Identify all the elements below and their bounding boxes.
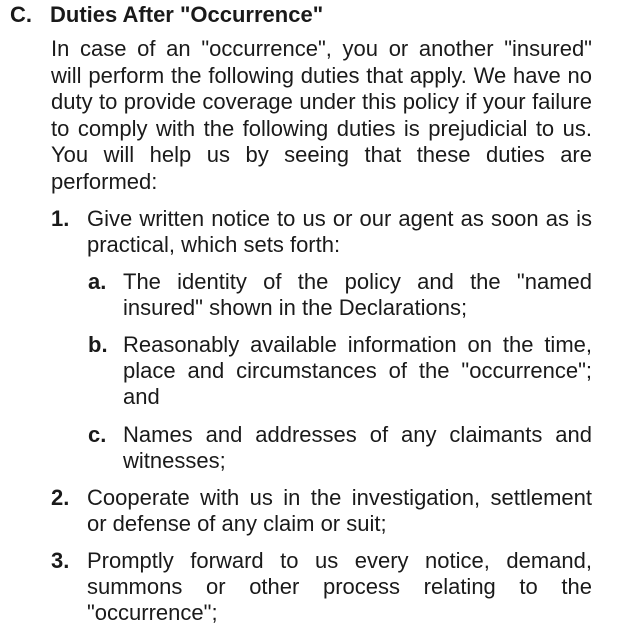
duty-item-1 — [51, 206, 592, 258]
item-number: 2. — [51, 485, 70, 510]
duty-subitem-c — [88, 422, 592, 474]
subitem-letter: b. — [88, 332, 108, 357]
intro-paragraph: In case of an "occurrence", you or another "insured" will perform the following duties that apply. We have no duty to provide coverage under this policy if your failure to comply with the following duties is prejudicial to us. You will help us by seeing that these duties are performed: — [51, 36, 592, 194]
item-text: Promptly forward to us every notice, demand, summons or other process relating to the "occurrence"; — [87, 548, 592, 625]
subitem-text: The identity of the policy and the "named insured" shown in the Declarations; — [123, 269, 592, 320]
subitem-letter: c. — [88, 422, 107, 447]
duty-subitem-a — [88, 269, 592, 321]
subitem-letter: a. — [88, 269, 107, 294]
duty-item-3 — [51, 548, 592, 626]
item-number: 1. — [51, 206, 70, 231]
duty-item-2 — [51, 485, 592, 537]
section-letter: C. — [10, 2, 32, 27]
section-title: Duties After "Occurrence" — [50, 2, 324, 27]
duty-subitem-b — [88, 332, 592, 410]
item-text: Give written notice to us or our agent as soon as is practical, which sets forth: — [87, 206, 592, 257]
item-number: 3. — [51, 548, 70, 573]
subitem-text: Reasonably available information on the time, place and circumstances of the "occurrence"; and — [123, 332, 592, 409]
section-heading — [10, 2, 323, 28]
item-text: Cooperate with us in the investigation, settlement or defense of any claim or suit; — [87, 485, 592, 536]
subitem-text: Names and addresses of any claimants and witnesses; — [123, 422, 592, 473]
